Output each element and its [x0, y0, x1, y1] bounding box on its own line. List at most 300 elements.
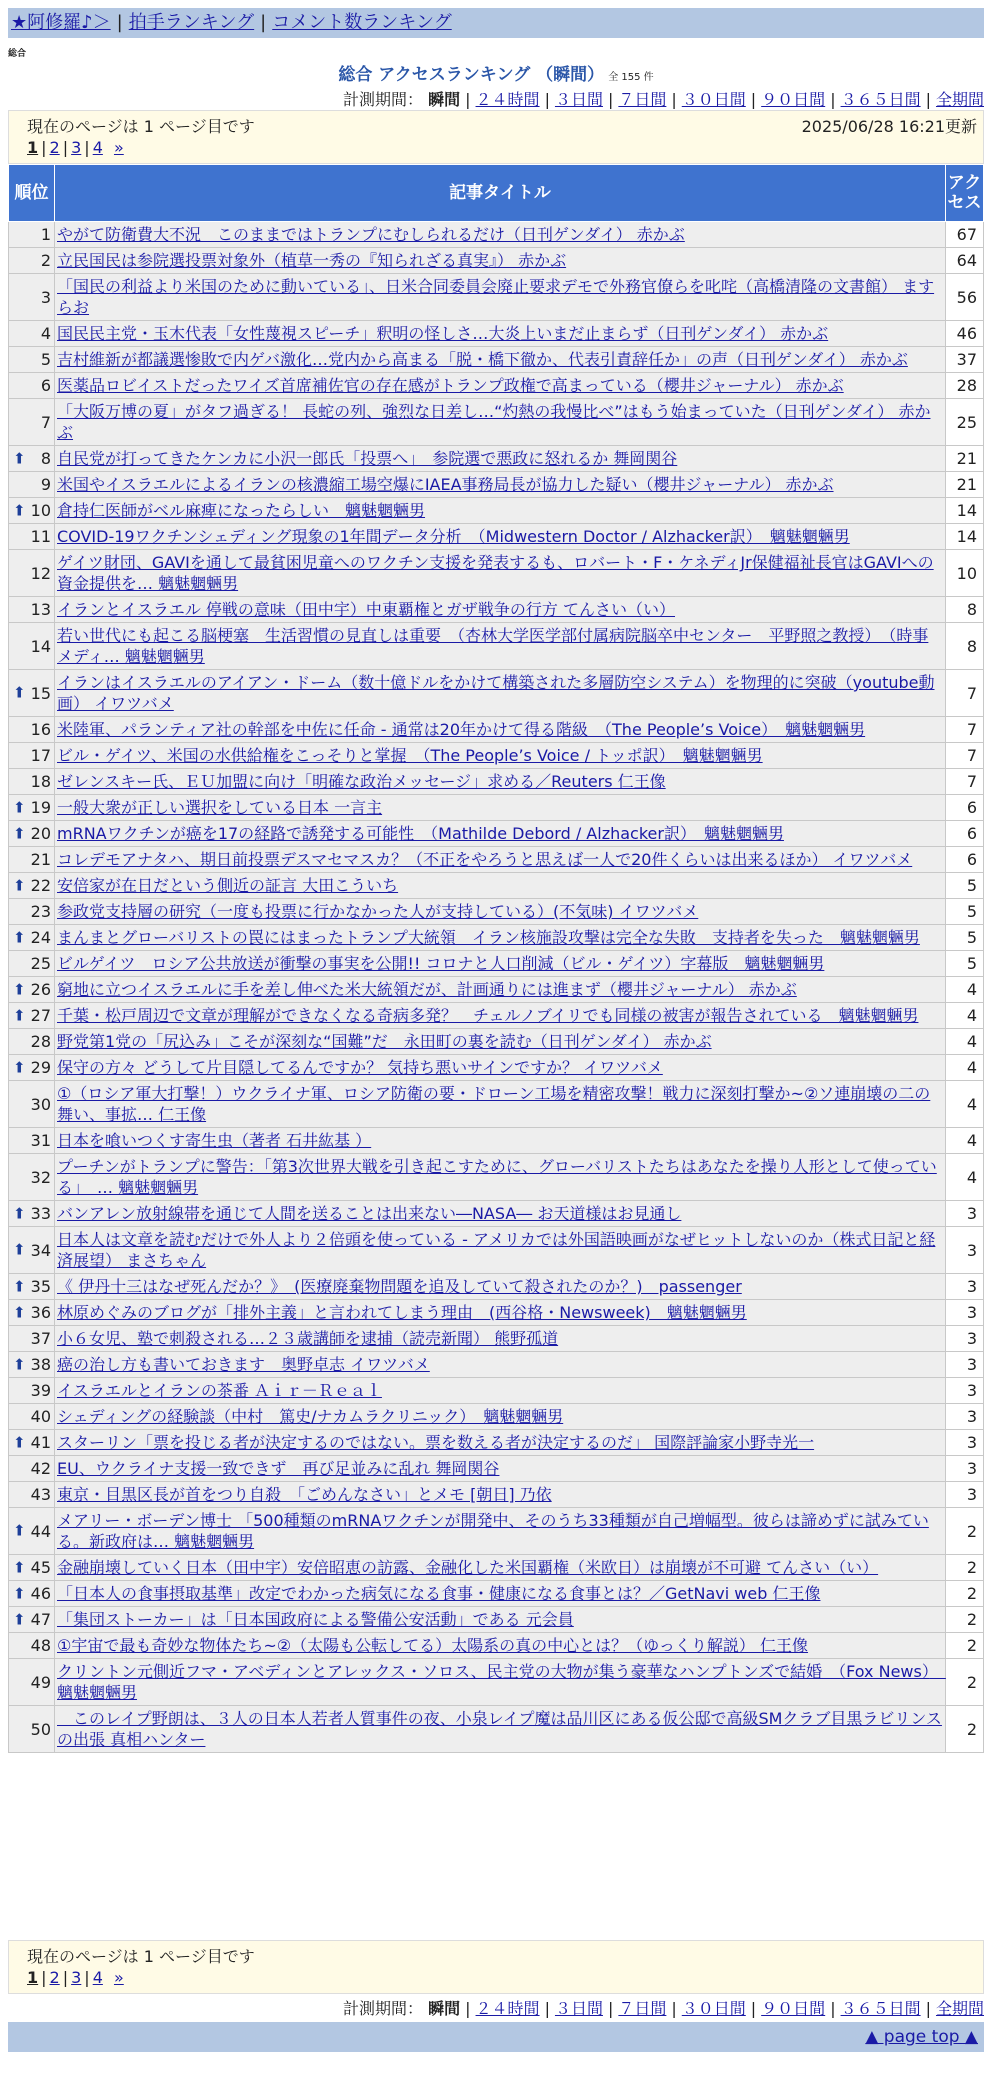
rank-cell: [9, 795, 55, 821]
title-cell: [55, 446, 946, 472]
rank-number: 50: [30, 1719, 51, 1739]
rank-cell: [9, 472, 55, 498]
access-count: 7: [946, 743, 984, 769]
access-count: 3: [946, 1300, 984, 1326]
title-cell: [55, 717, 946, 743]
period-link-90d[interactable]: ９０日間: [761, 1999, 826, 2018]
access-count: 2: [946, 1607, 984, 1633]
rank-number: 8: [40, 449, 51, 468]
table-row: [9, 472, 984, 498]
rank-cell: [9, 769, 55, 795]
title-cell: [55, 399, 946, 446]
current-page-text: 現在のページは 1 ページ目です: [27, 1947, 255, 1966]
access-count: 10: [946, 550, 984, 597]
title-cell: [55, 977, 946, 1003]
title-cell: [55, 498, 946, 524]
rank-cell: [9, 597, 55, 623]
article-title-link[interactable]: ①宇宙で最も奇妙な物体たち~②（太陽も公転してる）太陽系の真の中心とは？（ゆっくり解説） 仁王像: [57, 1636, 809, 1655]
table-row: [9, 498, 984, 524]
rank-cell: [9, 1404, 55, 1430]
title-cell: [55, 321, 946, 347]
page-current: 1: [27, 138, 39, 157]
rank-cell: [9, 248, 55, 274]
title-cell: [55, 1352, 946, 1378]
rank-number: 42: [30, 1459, 51, 1478]
page-title-text: 総合 アクセスランキング （瞬間）: [338, 65, 605, 85]
table-row: [9, 1633, 984, 1659]
rank-number: 4: [40, 324, 51, 343]
article-title-link[interactable]: 金融崩壊していく日本（田中宇）安倍昭恵の訪露、金融化した米国覇権（米欧日）は崩壊が不可避 てんさい（い）: [57, 1558, 879, 1577]
rank-number: 13: [30, 600, 51, 619]
access-count: 3: [946, 1326, 984, 1352]
article-title-link[interactable]: このレイプ野朗は、３人の日本人若者人質事件の夜、小泉レイプ魔は品川区にある仮公邸で高級SMクラブ目黒ラビリンスの出張 真相ハンター: [57, 1709, 942, 1749]
table-row: [9, 321, 984, 347]
comment-ranking-link[interactable]: コメント数ランキング: [272, 12, 452, 33]
nav-separator: |: [260, 12, 267, 33]
page-link-2[interactable]: 2: [49, 138, 60, 157]
access-count: 3: [946, 1274, 984, 1300]
title-cell: [55, 248, 946, 274]
title-cell: [55, 925, 946, 951]
title-cell: [55, 472, 946, 498]
table-row: [9, 1003, 984, 1029]
article-title-link[interactable]: 保守の方々 どうして片目隠してるんですか？ 気持ち悪いサインですか？ イワツバメ: [57, 1058, 663, 1077]
article-title-link[interactable]: 「大阪万博の夏」がタフ過ぎる！ 長蛇の列、強烈な日差し…“灼熱の我慢比べ”はもう始まっていた（日刊ゲンダイ） 赤かぶ: [57, 402, 931, 442]
rank-number: 26: [30, 980, 51, 999]
table-row: [9, 951, 984, 977]
rank-cell: [9, 717, 55, 743]
rank-number: 48: [30, 1636, 51, 1655]
page-link-3[interactable]: 3: [71, 1968, 82, 1987]
rank-number: 40: [30, 1407, 51, 1426]
period-selector-top: 計測期間： 瞬間 | ２４時間 | ３日間 | ７日間 | ３０日間 | ９０日間 | ３６５日間 | 全期間: [343, 90, 984, 109]
period-current: 瞬間: [428, 90, 461, 109]
article-title-link[interactable]: 倉持仁医師がベル麻痺になったらしい 魑魅魍魎男: [57, 501, 426, 520]
table-row: [9, 1456, 984, 1482]
article-title-link[interactable]: 一般大衆が正しい選択をしている日本 一言主: [57, 798, 383, 817]
rank-cell: [9, 550, 55, 597]
access-count: 2: [946, 1555, 984, 1581]
table-row: [9, 977, 984, 1003]
access-count: 67: [946, 222, 984, 248]
access-count: 3: [946, 1227, 984, 1274]
period-link-30d[interactable]: ３０日間: [681, 90, 746, 109]
rank-cell: [9, 1555, 55, 1581]
rank-up-arrow-icon: ⬆: [13, 1204, 26, 1222]
rank-up-arrow-icon: ⬆: [13, 1355, 26, 1373]
article-title-link[interactable]: シェディングの経験談（中村 篤史/ナカムラクリニック） 魑魅魍魎男: [57, 1407, 564, 1426]
table-row: [9, 1029, 984, 1055]
table-row: [9, 550, 984, 597]
rank-number: 25: [30, 954, 51, 973]
rank-cell: [9, 1081, 55, 1128]
access-count: 37: [946, 347, 984, 373]
article-title-link[interactable]: 国民民主党・玉木代表「女性蔑視スピーチ」釈明の怪しさ…大炎上いまだ止まらず（日刊ゲンダイ） 赤かぶ: [57, 324, 829, 343]
table-row: [9, 1055, 984, 1081]
rank-cell: [9, 899, 55, 925]
rank-cell: [9, 347, 55, 373]
article-title-link[interactable]: 「国民の利益より米国のために動いている」、日米合同委員会廃止要求デモで外務官僚らを叱咤（高橋清隆の文書館） ますらお: [57, 277, 935, 317]
access-count: 3: [946, 1430, 984, 1456]
rank-number: 33: [30, 1204, 51, 1223]
access-count: 3: [946, 1404, 984, 1430]
rank-cell: [9, 1659, 55, 1706]
title-cell: [55, 873, 946, 899]
access-count: 3: [946, 1201, 984, 1227]
ranking-table-body: [9, 222, 984, 1753]
title-cell: [55, 795, 946, 821]
rank-cell: [9, 321, 55, 347]
article-title-link[interactable]: mRNAワクチンが癌を17の経路で誘発する可能性 （Mathilde Debord / Alzhacker訳） 魑魅魍魎男: [57, 824, 784, 843]
rank-up-arrow-icon: ⬆: [13, 980, 26, 998]
table-row: [9, 373, 984, 399]
table-row: [9, 743, 984, 769]
item-count: 全 155 件: [608, 72, 654, 83]
article-title-link[interactable]: 若い世代にも起こる脳梗塞 生活習慣の見直しは重要 （杏林大学医学部付属病院脳卒中センター 平野照之教授） （時事メディ… 魑魅魍魎男: [57, 626, 929, 666]
article-title-link[interactable]: 小６女児、塾で刺殺される…２３歳講師を逮捕（読売新聞） 熊野孤道: [57, 1329, 559, 1348]
rank-up-arrow-icon: ⬆: [13, 798, 26, 816]
title-cell: [55, 347, 946, 373]
title-cell: [55, 597, 946, 623]
access-count: 28: [946, 373, 984, 399]
access-count: 56: [946, 274, 984, 321]
rank-cell: [9, 1003, 55, 1029]
access-count: 2: [946, 1508, 984, 1555]
rank-number: 41: [30, 1433, 51, 1452]
period-label: 計測期間：: [343, 1999, 424, 2018]
article-title-link[interactable]: 立民国民は参院選投票対象外（植草一秀の『知られざる真実』） 赤かぶ: [57, 251, 567, 270]
article-title-link[interactable]: イスラエルとイランの茶番 Ａｉｒ－Ｒｅａｌ: [57, 1381, 382, 1400]
nav-separator: |: [116, 12, 123, 33]
rank-cell: [9, 1352, 55, 1378]
title-cell: [55, 1227, 946, 1274]
rank-up-arrow-icon: ⬆: [13, 683, 26, 702]
title-cell: [55, 899, 946, 925]
article-title-link[interactable]: プーチンがトランプに警告：「第3次世界大戦を引き起こすために、グローバリストたちはあなたを操り人形として使っている」 … 魑魅魍魎男: [57, 1157, 937, 1197]
table-row: [9, 769, 984, 795]
article-title-link[interactable]: 吉村維新が都議選惨敗で内ゲバ激化…党内から高まる「脱・橋下徹か、代表引責辞任か」の声（日刊ゲンダイ） 赤かぶ: [57, 350, 908, 369]
access-count: 2: [946, 1581, 984, 1607]
title-cell: [55, 821, 946, 847]
article-title-link[interactable]: 米陸軍、パランティア社の幹部を中佐に任命 - 通常は20年かけて得る階級 （The People’s Voice） 魑魅魍魎男: [57, 720, 866, 739]
table-row: [9, 1352, 984, 1378]
table-row: [9, 1154, 984, 1201]
table-row: [9, 274, 984, 321]
rank-number: 11: [30, 527, 51, 546]
rank-up-arrow-icon: ⬆: [13, 876, 26, 894]
rank-number: 43: [30, 1485, 51, 1504]
table-row: [9, 717, 984, 743]
rank-cell: [9, 821, 55, 847]
table-row: [9, 446, 984, 472]
article-title-link[interactable]: 林原めぐみのブログが「排外主義」と言われてしまう理由 (西谷格・Newsweek) 魑魅魍魎男: [57, 1303, 747, 1322]
table-row: [9, 873, 984, 899]
period-link-90d[interactable]: ９０日間: [761, 90, 826, 109]
period-link-24h[interactable]: ２４時間: [475, 1999, 540, 2018]
top-nav-bar: [8, 8, 984, 38]
article-title-link[interactable]: イランはイスラエルのアイアン・ドーム（数十億ドルをかけて構築された多層防空システム）を物理的に突破（youtube動画） イワツバメ: [57, 673, 935, 713]
table-row: [9, 1508, 984, 1555]
rank-cell: [9, 1430, 55, 1456]
table-row: [9, 1607, 984, 1633]
rank-number: 6: [40, 376, 51, 395]
access-count: 4: [946, 1055, 984, 1081]
page-top-link[interactable]: ▲ page top ▲: [865, 2027, 978, 2047]
table-row: [9, 1300, 984, 1326]
rank-number: 32: [30, 1167, 51, 1187]
table-row: [9, 1581, 984, 1607]
rank-cell: [9, 222, 55, 248]
period-link-all[interactable]: 全期間: [935, 90, 984, 109]
rank-number: 39: [30, 1381, 51, 1400]
article-title-link[interactable]: ゲイツ財団、GAVIを通して最貧困児童へのワクチン支援を発表するも、ロバート・F・ケネディJr保健福祉長官はGAVIへの資金提供を… 魑魅魍魎男: [57, 553, 934, 593]
article-title-link[interactable]: バンアレン放射線帯を通じて人間を送ることは出来ない―NASA― お天道様はお見通し: [57, 1204, 682, 1223]
rank-cell: [9, 1154, 55, 1201]
title-cell: [55, 1706, 946, 1753]
rank-cell: [9, 1482, 55, 1508]
article-title-link[interactable]: 《 伊丹十三はなぜ死んだか？》 (医療廃棄物問題を追及していて殺されたのか？) passenger: [57, 1277, 742, 1296]
article-title-link[interactable]: 東京・目黒区長が首をつり自殺 「ごめんなさい」とメモ [朝日] 乃依: [57, 1485, 552, 1504]
page-next-link[interactable]: »: [113, 138, 124, 157]
article-title-link[interactable]: まんまとグローバリストの罠にはまったトランプ大統領 イラン核施設攻撃は完全な失敗 支持者を失った 魑魅魍魎男: [57, 928, 920, 947]
page-link-3[interactable]: 3: [71, 138, 82, 157]
table-row: [9, 821, 984, 847]
rank-number: 30: [30, 1094, 51, 1114]
access-count: 6: [946, 821, 984, 847]
article-title-link[interactable]: EU、ウクライナ支援一致できず 再び足並みに乱れ 舞岡関谷: [57, 1459, 500, 1478]
rank-cell: [9, 1128, 55, 1154]
access-count: 4: [946, 977, 984, 1003]
access-count: 2: [946, 1706, 984, 1753]
table-row: [9, 399, 984, 446]
rank-cell: [9, 925, 55, 951]
rank-number: 36: [30, 1303, 51, 1322]
page-info-top: [8, 110, 984, 164]
article-title-link[interactable]: 癌の治し方も書いておきます 奥野卓志 イワツバメ: [57, 1355, 430, 1374]
rank-cell: [9, 743, 55, 769]
rank-cell: [9, 1508, 55, 1555]
page-link-4[interactable]: 4: [92, 1968, 103, 1987]
article-title-link[interactable]: コレデモアナタハ、期日前投票デスマセマスカ？（不正をやろうと思えば一人で20件くらいは出来るほか） イワツバメ: [57, 850, 913, 869]
title-cell: [55, 1456, 946, 1482]
col-header-rank: 順位: [9, 165, 55, 222]
category-label: 総合: [8, 49, 27, 59]
article-title-link[interactable]: 「集団ストーカー」は「日本国政府による警備公安活動」である 元会員: [57, 1610, 574, 1629]
rank-number: 5: [40, 350, 51, 369]
title-cell: [55, 847, 946, 873]
title-cell: [55, 769, 946, 795]
title-cell: [55, 524, 946, 550]
table-row: [9, 795, 984, 821]
rank-number: 24: [30, 928, 51, 947]
article-title-link[interactable]: 千葉・松戸周辺で文章が理解ができなくなる奇病多発？ チェルノブイリでも同様の被害が報告されている 魑魅魍魎男: [57, 1006, 919, 1025]
access-count: 4: [946, 1029, 984, 1055]
article-title-link[interactable]: ビルゲイツ ロシア公共放送が衝撃の事実を公開!! コロナと人口削減（ビル・ゲイツ）字幕版 魑魅魍魎男: [57, 954, 825, 973]
rank-cell: [9, 670, 55, 717]
access-count: 8: [946, 597, 984, 623]
access-count: 7: [946, 670, 984, 717]
rank-up-arrow-icon: ⬆: [13, 1558, 26, 1576]
article-title-link[interactable]: ゼレンスキー氏、ＥＵ加盟に向け「明確な政治メッセージ」求める／Reuters 仁王像: [57, 772, 666, 791]
article-title-link[interactable]: 米国やイスラエルによるイランの核濃縮工場空爆にIAEA事務局長が協力した疑い（櫻井ジャーナル） 赤かぶ: [57, 475, 834, 494]
rank-number: 12: [30, 563, 51, 583]
table-row: [9, 1378, 984, 1404]
rank-number: 19: [30, 798, 51, 817]
period-link-7d[interactable]: ７日間: [618, 1999, 667, 2018]
rank-number: 16: [30, 720, 51, 739]
rank-cell: [9, 1607, 55, 1633]
table-row: [9, 1081, 984, 1128]
access-count: 2: [946, 1633, 984, 1659]
rank-number: 47: [30, 1610, 51, 1629]
rank-cell: [9, 1274, 55, 1300]
article-title-link[interactable]: ①（ロシア軍大打撃！）ウクライナ軍、ロシア防衛の要・ドローン工場を精密攻撃！戦力に深刻打撃か~②ソ連崩壊の二の舞い、事拡… 仁王像: [57, 1084, 931, 1124]
rank-up-arrow-icon: ⬆: [13, 928, 26, 946]
article-title-link[interactable]: スターリン「票を投じる者が決定するのではない。票を数える者が決定するのだ」 国際評論家小野寺光一: [57, 1433, 815, 1452]
page-info-bottom: [8, 1940, 984, 1994]
rank-cell: [9, 1201, 55, 1227]
rank-cell: [9, 498, 55, 524]
table-row: [9, 1659, 984, 1706]
article-title-link[interactable]: 日本人は文章を読むだけで外人より２倍頭を使っている - アメリカでは外国語映画がなぜヒットしないのか（株式日記と経済展望） まさちゃん: [57, 1230, 936, 1270]
rank-cell: [9, 1227, 55, 1274]
page-next-link[interactable]: »: [113, 1968, 124, 1987]
article-title-link[interactable]: 野党第1党の「尻込み」こそが深刻な“国難”だ 永田町の裏を読む（日刊ゲンダイ） 赤かぶ: [57, 1032, 712, 1051]
article-title-link[interactable]: 安倍家が在日だという側近の証言 大田こういち: [57, 876, 399, 895]
home-link[interactable]: ★阿修羅♪＞: [11, 12, 111, 33]
article-title-link[interactable]: 医薬品ロビイストだったワイズ首席補佐官の存在感がトランプ政権で高まっている（櫻井ジャーナル） 赤かぶ: [57, 376, 844, 395]
col-header-title: 記事タイトル: [55, 165, 946, 222]
article-title-link[interactable]: ビル・ゲイツ、米国の水供給権をこっそりと掌握 （The People’s Voice / トッポ訳） 魑魅魍魎男: [57, 746, 763, 765]
table-row: [9, 847, 984, 873]
article-title-link[interactable]: COVID-19ワクチンシェディング現象の1年間データ分析 （Midwestern Doctor / Alzhacker訳） 魑魅魍魎男: [57, 527, 850, 546]
rank-cell: [9, 1706, 55, 1753]
updated-timestamp: 2025/06/28 16:21更新: [801, 117, 977, 136]
period-link-24h[interactable]: ２４時間: [475, 90, 540, 109]
table-row: [9, 1227, 984, 1274]
title-cell: [55, 373, 946, 399]
rank-number: 21: [30, 850, 51, 869]
access-count: 25: [946, 399, 984, 446]
rank-number: 45: [30, 1558, 51, 1577]
article-title-link[interactable]: 日本を喰いつくす寄生虫（著者 石井紘基 ）: [57, 1131, 372, 1150]
period-link-30d[interactable]: ３０日間: [681, 1999, 746, 2018]
access-count: 46: [946, 321, 984, 347]
table-row: [9, 899, 984, 925]
rank-number: 2: [40, 251, 51, 270]
rank-cell: [9, 446, 55, 472]
clap-ranking-link[interactable]: 拍手ランキング: [128, 12, 255, 33]
title-cell: [55, 1081, 946, 1128]
page-link-2[interactable]: 2: [49, 1968, 60, 1987]
access-count: 5: [946, 899, 984, 925]
title-cell: [55, 1508, 946, 1555]
title-cell: [55, 1378, 946, 1404]
title-cell: [55, 1633, 946, 1659]
rank-number: 1: [40, 225, 51, 244]
access-count: 4: [946, 1128, 984, 1154]
table-row: [9, 1430, 984, 1456]
table-row: [9, 222, 984, 248]
rank-cell: [9, 274, 55, 321]
access-count: 4: [946, 1081, 984, 1128]
rank-number: 20: [30, 824, 51, 843]
page-current: 1: [27, 1968, 39, 1987]
access-count: 5: [946, 951, 984, 977]
rank-up-arrow-icon: ⬆: [13, 1240, 26, 1259]
rank-number: 17: [30, 746, 51, 765]
title-cell: [55, 623, 946, 670]
access-count: 5: [946, 873, 984, 899]
period-link-3d[interactable]: ３日間: [554, 90, 603, 109]
rank-number: 27: [30, 1006, 51, 1025]
rank-number: 38: [30, 1355, 51, 1374]
rank-number: 10: [30, 501, 51, 520]
rank-number: 35: [30, 1277, 51, 1296]
article-title-link[interactable]: やがて防衛費大不況 このままではトランプにむしられるだけ（日刊ゲンダイ） 赤かぶ: [57, 225, 685, 244]
article-title-link[interactable]: 窮地に立つイスラエルに手を差し伸べた米大統領だが、計画通りには進まず（櫻井ジャーナル） 赤かぶ: [57, 980, 797, 999]
article-title-link[interactable]: メアリー・ボーデン博士 「500種類のmRNAワクチンが開発中、そのうち33種類が自己増幅型。彼らは諦めずに試みている。新政府は… 魑魅魍魎男: [57, 1511, 929, 1551]
access-count: 64: [946, 248, 984, 274]
title-cell: [55, 550, 946, 597]
rank-up-arrow-icon: ⬆: [13, 1058, 26, 1076]
title-cell: [55, 1326, 946, 1352]
article-title-link[interactable]: 「日本人の食事摂取基準」改定でわかった病気になる食事・健康になる食事とは？／GetNavi web 仁王像: [57, 1584, 821, 1603]
article-title-link[interactable]: 参政党支持層の研究（一度も投票に行かなかった人が支持している）(不気味) イワツバメ: [57, 902, 699, 921]
rank-up-arrow-icon: ⬆: [13, 1303, 26, 1321]
rank-cell: [9, 373, 55, 399]
col-header-access: アクセス: [946, 165, 984, 222]
table-row: [9, 1274, 984, 1300]
access-count: 2: [946, 1659, 984, 1706]
rank-cell: [9, 1300, 55, 1326]
article-title-link[interactable]: 自民党が打ってきたケンカに小沢一郎氏「投票へ」 参院選で悪政に怒れるか 舞岡関谷: [57, 449, 678, 468]
access-count: 8: [946, 623, 984, 670]
access-count: 4: [946, 1003, 984, 1029]
rank-number: 44: [30, 1521, 51, 1541]
rank-up-arrow-icon: ⬆: [13, 1006, 26, 1024]
access-count: 7: [946, 717, 984, 743]
period-link-7d[interactable]: ７日間: [618, 90, 667, 109]
period-link-all[interactable]: 全期間: [935, 1999, 984, 2018]
access-count: 21: [946, 446, 984, 472]
ranking-table: [8, 164, 984, 1753]
table-row: [9, 248, 984, 274]
access-count: 21: [946, 472, 984, 498]
rank-up-arrow-icon: ⬆: [13, 1610, 26, 1628]
table-row: [9, 1555, 984, 1581]
title-cell: [55, 1659, 946, 1706]
table-row: [9, 597, 984, 623]
access-count: 14: [946, 498, 984, 524]
table-row: [9, 1128, 984, 1154]
title-cell: [55, 1274, 946, 1300]
period-link-365d[interactable]: ３６５日間: [840, 1999, 921, 2018]
access-count: 3: [946, 1352, 984, 1378]
table-row: [9, 1404, 984, 1430]
article-title-link[interactable]: クリントン元側近フマ・アベディンとアレックス・ソロス、民主党の大物が集う豪華なハンプトンズで結婚 （Fox News） 魑魅魍魎男: [57, 1662, 946, 1702]
period-link-3d[interactable]: ３日間: [554, 1999, 603, 2018]
rank-up-arrow-icon: ⬆: [13, 1521, 26, 1540]
table-row: [9, 1201, 984, 1227]
title-cell: [55, 1029, 946, 1055]
period-link-365d[interactable]: ３６５日間: [840, 90, 921, 109]
page-link-4[interactable]: 4: [92, 138, 103, 157]
rank-up-arrow-icon: ⬆: [13, 449, 26, 467]
table-row: [9, 623, 984, 670]
article-title-link[interactable]: イランとイスラエル 停戦の意味（田中宇）中東覇権とガザ戦争の行方 てんさい（い）: [57, 600, 676, 619]
title-cell: [55, 1555, 946, 1581]
